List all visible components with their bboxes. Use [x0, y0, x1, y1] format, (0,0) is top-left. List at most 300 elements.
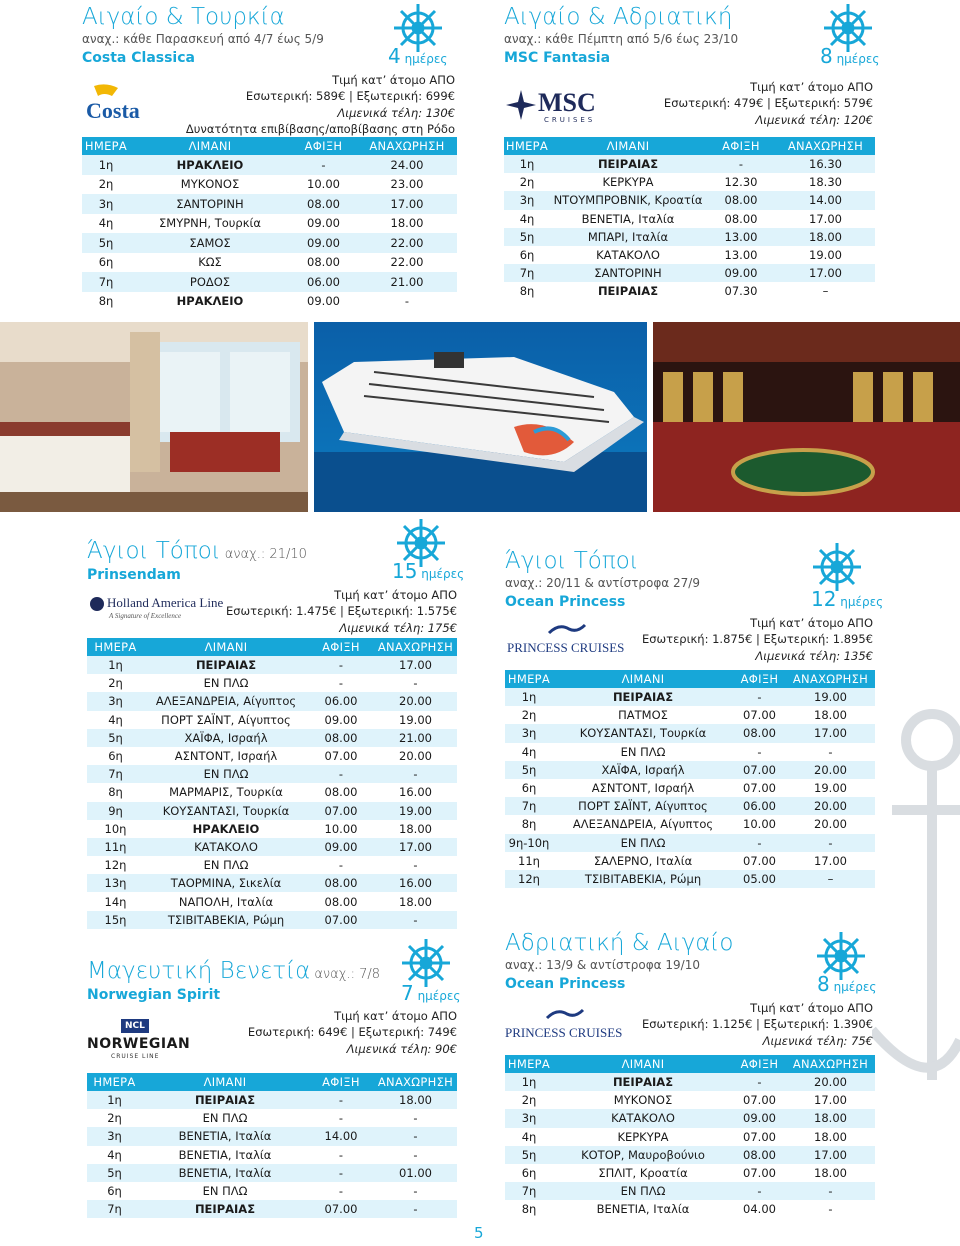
arrival-cell: - — [733, 834, 786, 852]
day-cell: 8η — [504, 282, 550, 300]
port-cell: ΕΝ ΠΛΩ — [144, 856, 308, 874]
day-cell: 1η — [505, 1073, 553, 1091]
port-cell: ΚΑΤΑΚΟΛΟ — [144, 838, 308, 856]
departure-cell: 17.00 — [786, 724, 875, 742]
departure-cell: 20.00 — [786, 815, 875, 833]
departure-cell: - — [374, 1127, 457, 1145]
port-cell: ΒΕΝΕΤΙΑ, Ιταλία — [142, 1164, 308, 1182]
arrival-cell: 10.00 — [290, 175, 357, 195]
arrival-cell: 07.00 — [733, 779, 786, 797]
table-row — [82, 253, 457, 273]
table-header-row — [505, 1055, 875, 1073]
day-cell: 8η — [87, 783, 144, 801]
price-block — [186, 72, 455, 137]
column-header: ΑΝΑΧΩΡΗΣΗ — [786, 670, 875, 688]
table-row — [87, 911, 457, 929]
table-row — [505, 724, 875, 742]
day-cell: 8η — [505, 815, 553, 833]
duration-number: 7 — [401, 981, 414, 1005]
day-cell: 5η — [505, 1146, 553, 1164]
port-cell: ΤΣΙΒΙΤΑΒΕΚΙΑ, Ρώμη — [144, 911, 308, 929]
princess-logo — [505, 1008, 623, 1042]
cruise-title: Άγιοι Τόποι — [505, 548, 639, 574]
duration-label: ημέρες — [421, 567, 465, 581]
arrival-cell: - — [706, 155, 776, 173]
day-cell: 2η — [505, 706, 553, 724]
table-header-row — [82, 137, 457, 155]
table-row — [504, 246, 875, 264]
embark-note: Δυνατότητα επιβίβασης/αποβίβασης στη Ρόδο — [185, 121, 455, 136]
table-row — [505, 852, 875, 870]
cruise-ship-photo — [314, 322, 647, 512]
port-cell: ΑΣΝΤΟΝΤ, Ισραήλ — [553, 779, 733, 797]
price-intro: Τιμή κατ’ άτομο ΑΠΟ — [332, 73, 455, 87]
day-cell: 3η — [87, 1127, 142, 1145]
arrival-cell: 08.00 — [706, 191, 776, 209]
port-cell: ΑΛΕΞΑΝΔΡΕΙΑ, Αίγυπτος — [553, 815, 733, 833]
day-cell: 12η — [505, 870, 553, 888]
column-header: ΗΜΕΡΑ — [505, 1055, 553, 1073]
table-header-row — [505, 670, 875, 688]
port-cell: ΕΝ ΠΛΩ — [142, 1109, 308, 1127]
table-row — [505, 761, 875, 779]
departure-cell: 18.00 — [786, 1128, 875, 1146]
duration-number: 12 — [811, 587, 837, 611]
day-cell: 5η — [505, 761, 553, 779]
departure-cell: 17.00 — [786, 1146, 875, 1164]
column-header: ΗΜΕΡΑ — [87, 638, 144, 656]
table-row — [504, 155, 875, 173]
ships-wheel-icon — [811, 541, 863, 593]
port-cell: ΗΡΑΚΛΕΙΟ — [130, 292, 290, 312]
arrival-cell: 09.00 — [290, 233, 357, 253]
departure-cell: - — [357, 292, 457, 312]
table-row — [87, 1200, 457, 1218]
arrival-cell: 08.00 — [706, 210, 776, 228]
day-cell: 13η — [87, 874, 144, 892]
day-cell: 2η — [504, 173, 550, 191]
day-cell: 1η — [504, 155, 550, 173]
itinerary-table — [82, 137, 457, 311]
port-cell: ΚΑΤΑΚΟΛΟ — [553, 1109, 733, 1127]
itinerary-table — [87, 1073, 457, 1218]
arrival-cell: 07.00 — [308, 747, 374, 765]
day-cell: 15η — [87, 911, 144, 929]
departure-cell: 19.00 — [776, 246, 875, 264]
arrival-cell: 06.00 — [733, 797, 786, 815]
departure-cell: 18.00 — [786, 1109, 875, 1127]
day-cell: 5η — [82, 233, 130, 253]
duration-number: 15 — [392, 559, 418, 583]
departure-cell: 20.00 — [786, 797, 875, 815]
princess-logo-text: PRINCESS CRUISES — [507, 640, 625, 655]
port-cell: ΣΑΝΤΟΡΙΝΗ — [550, 264, 706, 282]
table-row — [82, 233, 457, 253]
departure-cell: 18.00 — [776, 228, 875, 246]
table-row — [504, 210, 875, 228]
port-taxes: Λιμενικά τέλη: 135€ — [755, 648, 873, 663]
port-cell: ΠΟΡΤ ΣΑΪΝΤ, Αίγυπτος — [553, 797, 733, 815]
arrival-cell: 06.00 — [290, 272, 357, 292]
ship-name: Costa Classica — [82, 50, 195, 66]
departure-cell: 18.00 — [374, 820, 457, 838]
port-cell: ΝΤΟΥΜΠΡΟΒΝΙΚ, Κροατία — [550, 191, 706, 209]
port-taxes: Λιμενικά τέλη: 120€ — [755, 112, 873, 127]
departure-cell: - — [374, 1146, 457, 1164]
port-cell: ΒΕΝΕΤΙΑ, Ιταλία — [553, 1200, 733, 1218]
cruise-card-holy-land-prinsendam — [87, 525, 465, 935]
port-cell: ΕΝ ΠΛΩ — [142, 1182, 308, 1200]
arrival-cell: 10.00 — [733, 815, 786, 833]
day-cell: 5η — [87, 729, 144, 747]
port-cell: ΒΕΝΕΤΙΑ, Ιταλία — [142, 1127, 308, 1145]
day-cell: 2η — [87, 674, 144, 692]
day-cell: 14η — [87, 892, 144, 910]
table-row — [87, 1091, 457, 1109]
table-row — [82, 214, 457, 234]
port-cell: ΠΕΙΡΑΙΑΣ — [142, 1200, 308, 1218]
column-header: ΑΦΙΞΗ — [290, 137, 357, 155]
price-block — [226, 587, 457, 636]
port-cell: ΚΩΣ — [130, 253, 290, 273]
arrival-cell: 14.00 — [308, 1127, 374, 1145]
day-cell: 3η — [505, 724, 553, 742]
table-header-row — [87, 638, 457, 656]
cruise-title: Άγιοι Τόποι — [87, 538, 221, 564]
day-cell: 6η — [82, 253, 130, 273]
day-cell: 4η — [87, 1146, 142, 1164]
departure-cell: 17.00 — [786, 1091, 875, 1109]
table-row — [87, 765, 457, 783]
column-header: ΛΙΜΑΝΙ — [553, 1055, 733, 1073]
day-cell: 4η — [87, 711, 144, 729]
column-header: ΛΙΜΑΝΙ — [144, 638, 308, 656]
departure-cell: 18.00 — [374, 892, 457, 910]
departure-cell: - — [786, 743, 875, 761]
table-row — [505, 870, 875, 888]
arrival-cell: - — [308, 856, 374, 874]
itinerary-table — [504, 137, 875, 301]
table-row — [87, 692, 457, 710]
port-cell: ΒΕΝΕΤΙΑ, Ιταλία — [142, 1146, 308, 1164]
port-cell: ΕΝ ΠΛΩ — [144, 765, 308, 783]
table-row — [505, 1200, 875, 1218]
departure-cell: 01.00 — [374, 1164, 457, 1182]
arrival-cell: 13.00 — [706, 228, 776, 246]
column-header: ΛΙΜΑΝΙ — [550, 137, 706, 155]
duration-badge — [811, 587, 883, 611]
port-cell: ΣΜΥΡΝΗ, Τουρκία — [130, 214, 290, 234]
departure-cell: 16.30 — [776, 155, 875, 173]
day-cell: 1η — [505, 688, 553, 706]
arrival-cell: 12.30 — [706, 173, 776, 191]
arrival-cell: - — [733, 1073, 786, 1091]
port-cell: ΑΣΝΤΟΝΤ, Ισραήλ — [144, 747, 308, 765]
day-cell: 10η — [87, 820, 144, 838]
cruise-card-adriatic-aegean — [505, 920, 875, 1230]
arrival-cell: 07.00 — [308, 1200, 374, 1218]
day-cell: 5η — [504, 228, 550, 246]
duration-number: 4 — [388, 44, 401, 68]
arrival-cell: - — [733, 1182, 786, 1200]
departure-cell: - — [374, 1200, 457, 1218]
table-row — [82, 292, 457, 312]
arrival-cell: - — [290, 155, 357, 175]
departure-cell: 21.00 — [374, 729, 457, 747]
port-cell: ΡΟΔΟΣ — [130, 272, 290, 292]
table-row — [87, 802, 457, 820]
day-cell: 7η — [504, 264, 550, 282]
departure-cell: 19.00 — [786, 688, 875, 706]
arrival-cell: 07.00 — [733, 761, 786, 779]
port-cell: ΜΥΚΟΝΟΣ — [130, 175, 290, 195]
table-header-row — [87, 1073, 457, 1091]
day-cell: 1η — [87, 656, 144, 674]
arrival-cell: 08.00 — [308, 783, 374, 801]
table-row — [87, 1164, 457, 1182]
duration-number: 8 — [820, 44, 833, 68]
duration-number: 8 — [817, 972, 830, 996]
table-row — [87, 747, 457, 765]
table-row — [505, 1073, 875, 1091]
port-cell: ΕΝ ΠΛΩ — [144, 674, 308, 692]
port-cell: ΠΑΤΜΟΣ — [553, 706, 733, 724]
duration-label: ημέρες — [840, 595, 884, 609]
departure-info: αναχ.: κάθε Πέμπτη από 5/6 έως 23/10 — [504, 32, 739, 46]
day-cell: 2η — [87, 1109, 142, 1127]
table-row — [505, 1091, 875, 1109]
day-cell: 8η — [82, 292, 130, 312]
departure-cell: 22.00 — [357, 233, 457, 253]
port-cell: ΚΟΥΣΑΝΤΑΣΙ, Τουρκία — [553, 724, 733, 742]
table-row — [505, 1182, 875, 1200]
price-inside-outside: Εσωτερική: 1.875€ | Εξωτερική: 1.895€ — [641, 632, 873, 647]
column-header: ΑΦΙΞΗ — [733, 1055, 786, 1073]
table-row — [505, 1109, 875, 1127]
table-row — [87, 656, 457, 674]
table-row — [504, 173, 875, 191]
cruise-title: Αιγαίο & Αδριατική — [504, 4, 733, 30]
departure-cell: - — [374, 765, 457, 783]
arrival-cell: - — [308, 1091, 374, 1109]
cruise-card-venice — [87, 945, 459, 1235]
msc-logo-text: MSC — [538, 88, 596, 117]
day-cell: 5η — [87, 1164, 142, 1182]
arrival-cell: - — [308, 765, 374, 783]
arrival-cell: 08.00 — [733, 1146, 786, 1164]
princess-logo-text: PRINCESS CRUISES — [505, 1025, 623, 1040]
table-row — [87, 1182, 457, 1200]
port-cell: ΗΡΑΚΛΕΙΟ — [144, 820, 308, 838]
arrival-cell: 07.00 — [733, 1164, 786, 1182]
departure-info: αναχ.: 13/9 & αντίστροφα 19/10 — [505, 958, 700, 972]
cabin-photo — [0, 322, 308, 512]
table-row — [504, 282, 875, 300]
departure-cell: 17.00 — [374, 656, 457, 674]
table-row — [504, 191, 875, 209]
arrival-cell: - — [308, 1164, 374, 1182]
table-row — [87, 1127, 457, 1145]
port-cell: ΧΑΪΦΑ, Ισραήλ — [144, 729, 308, 747]
msc-logo-sub: CRUISES — [544, 116, 596, 124]
table-row — [87, 1109, 457, 1127]
day-cell: 1η — [82, 155, 130, 175]
departure-cell: 17.00 — [786, 852, 875, 870]
anchor-icon — [872, 700, 960, 1100]
departure-info: αναχ.: 7/8 — [314, 967, 381, 982]
duration-label: ημέρες — [836, 52, 880, 66]
port-taxes: Λιμενικά τέλη: 75€ — [762, 1033, 873, 1048]
price-inside-outside: Εσωτερική: 479€ | Εξωτερική: 579€ — [663, 96, 873, 111]
itinerary-table — [87, 638, 457, 929]
day-cell: 3η — [505, 1109, 553, 1127]
ncl-logo-badge: NCL — [121, 1019, 149, 1033]
column-header: ΗΜΕΡΑ — [505, 670, 553, 688]
port-cell: ΜΠΑΡΙ, Ιταλία — [550, 228, 706, 246]
departure-cell: 18.00 — [786, 706, 875, 724]
port-taxes: Λιμενικά τέλη: 130€ — [337, 105, 455, 120]
arrival-cell: - — [308, 1109, 374, 1127]
departure-cell: 19.00 — [786, 779, 875, 797]
princess-wave-icon — [545, 1008, 585, 1022]
duration-badge — [820, 44, 879, 68]
table-row — [504, 264, 875, 282]
column-header: ΑΝΑΧΩΡΗΣΗ — [374, 1073, 457, 1091]
day-cell: 6η — [87, 1182, 142, 1200]
duration-label: ημέρες — [404, 52, 448, 66]
table-row — [87, 874, 457, 892]
table-row — [505, 797, 875, 815]
arrival-cell: 09.00 — [733, 1109, 786, 1127]
table-header-row — [504, 137, 875, 155]
cruise-card-aegean-adriatic — [504, 4, 880, 306]
ship-name: Ocean Princess — [505, 594, 626, 610]
column-header: ΛΙΜΑΝΙ — [142, 1073, 308, 1091]
departure-cell: 17.00 — [776, 264, 875, 282]
column-header: ΑΝΑΧΩΡΗΣΗ — [776, 137, 875, 155]
arrival-cell: 09.00 — [290, 214, 357, 234]
day-cell: 7η — [82, 272, 130, 292]
day-cell: 9η — [87, 802, 144, 820]
arrival-cell: 05.00 — [733, 870, 786, 888]
departure-cell: 20.00 — [374, 692, 457, 710]
day-cell: 1η — [87, 1091, 142, 1109]
price-inside-outside: Εσωτερική: 649€ | Εξωτερική: 749€ — [247, 1025, 457, 1040]
column-header: ΗΜΕΡΑ — [505, 139, 549, 153]
msc-logo — [506, 88, 606, 124]
table-row — [87, 783, 457, 801]
port-cell: ΤΑΟΡΜΙΝΑ, Σικελία — [144, 874, 308, 892]
day-cell: 7η — [87, 765, 144, 783]
port-cell: ΚΟΥΣΑΝΤΑΣΙ, Τουρκία — [144, 802, 308, 820]
departure-cell: – — [776, 282, 875, 300]
cruise-card-holy-land-ocean-princess — [505, 525, 884, 905]
duration-label: ημέρες — [417, 989, 461, 1003]
arrival-cell: 08.00 — [308, 729, 374, 747]
departure-cell: - — [786, 834, 875, 852]
holland-america-logo-text: Holland America Line — [107, 595, 224, 610]
departure-cell: 21.00 — [357, 272, 457, 292]
price-intro: Τιμή κατ’ άτομο ΑΠΟ — [750, 1001, 873, 1015]
departure-cell: 20.00 — [786, 1073, 875, 1091]
departure-cell: 17.00 — [357, 194, 457, 214]
departure-cell: 17.00 — [374, 838, 457, 856]
duration-badge — [401, 981, 460, 1005]
port-cell: ΤΣΙΒΙΤΑΒΕΚΙΑ, Ρώμη — [553, 870, 733, 888]
port-cell: ΕΝ ΠΛΩ — [553, 743, 733, 761]
port-cell: ΠΕΙΡΑΙΑΣ — [553, 688, 733, 706]
holland-america-logo-sub: A Signature of Excellence — [109, 612, 182, 620]
price-block — [642, 1000, 873, 1049]
price-inside-outside: Εσωτερική: 1.125€ | Εξωτερική: 1.390€ — [641, 1017, 873, 1032]
day-cell: 4η — [82, 214, 130, 234]
ship-name: Prinsendam — [87, 567, 181, 583]
arrival-cell: 06.00 — [308, 692, 374, 710]
table-row — [505, 1146, 875, 1164]
table-row — [505, 688, 875, 706]
arrival-cell: 07.00 — [308, 802, 374, 820]
day-cell: 6η — [504, 246, 550, 264]
table-row — [87, 820, 457, 838]
port-cell: ΜΥΚΟΝΟΣ — [553, 1091, 733, 1109]
ncl-logo-sub: CRUISE LINE — [111, 1053, 160, 1060]
holland-america-crest-icon — [89, 596, 105, 612]
departure-info: αναχ.: 21/10 — [224, 547, 307, 562]
table-row — [505, 834, 875, 852]
port-cell: ΠΕΙΡΑΙΑΣ — [550, 282, 706, 300]
itinerary-table — [505, 1055, 875, 1219]
departure-cell: - — [374, 856, 457, 874]
day-cell: 11η — [87, 838, 144, 856]
arrival-cell: 08.00 — [308, 892, 374, 910]
port-cell: ΚΕΡΚΥΡΑ — [553, 1128, 733, 1146]
table-row — [505, 706, 875, 724]
arrival-cell: 07.00 — [733, 1128, 786, 1146]
day-cell: 4η — [505, 1128, 553, 1146]
table-row — [82, 272, 457, 292]
departure-cell: - — [374, 1182, 457, 1200]
port-cell: ΣΑΛΕΡΝΟ, Ιταλία — [553, 852, 733, 870]
table-row — [87, 711, 457, 729]
day-cell: 9η-10η — [505, 834, 553, 852]
arrival-cell: 08.00 — [290, 194, 357, 214]
column-header: ΛΙΜΑΝΙ — [130, 137, 290, 155]
arrival-cell: 13.00 — [706, 246, 776, 264]
port-cell: ΕΝ ΠΛΩ — [553, 1182, 733, 1200]
port-cell: ΠΟΡΤ ΣΑΪΝΤ, Αίγυπτος — [144, 711, 308, 729]
arrival-cell: - — [308, 1146, 374, 1164]
ncl-logo — [87, 1019, 191, 1061]
ncl-logo-text: NORWEGIAN — [87, 1036, 191, 1052]
arrival-cell: 07.00 — [733, 852, 786, 870]
departure-info: αναχ.: 20/11 & αντίστροφα 27/9 — [505, 576, 700, 590]
departure-cell: - — [374, 674, 457, 692]
table-row — [505, 779, 875, 797]
table-row — [82, 155, 457, 175]
day-cell: 7η — [87, 1200, 142, 1218]
column-header: ΑΦΙΞΗ — [308, 1073, 374, 1091]
arrival-cell: - — [733, 743, 786, 761]
day-cell: 3η — [504, 191, 550, 209]
price-block — [664, 79, 873, 128]
day-cell: 7η — [505, 1182, 553, 1200]
column-header: ΑΦΙΞΗ — [308, 638, 374, 656]
port-cell: ΕΝ ΠΛΩ — [553, 834, 733, 852]
departure-cell: - — [786, 1200, 875, 1218]
table-row — [87, 674, 457, 692]
arrival-cell: - — [308, 1182, 374, 1200]
port-taxes: Λιμενικά τέλη: 90€ — [346, 1041, 457, 1056]
